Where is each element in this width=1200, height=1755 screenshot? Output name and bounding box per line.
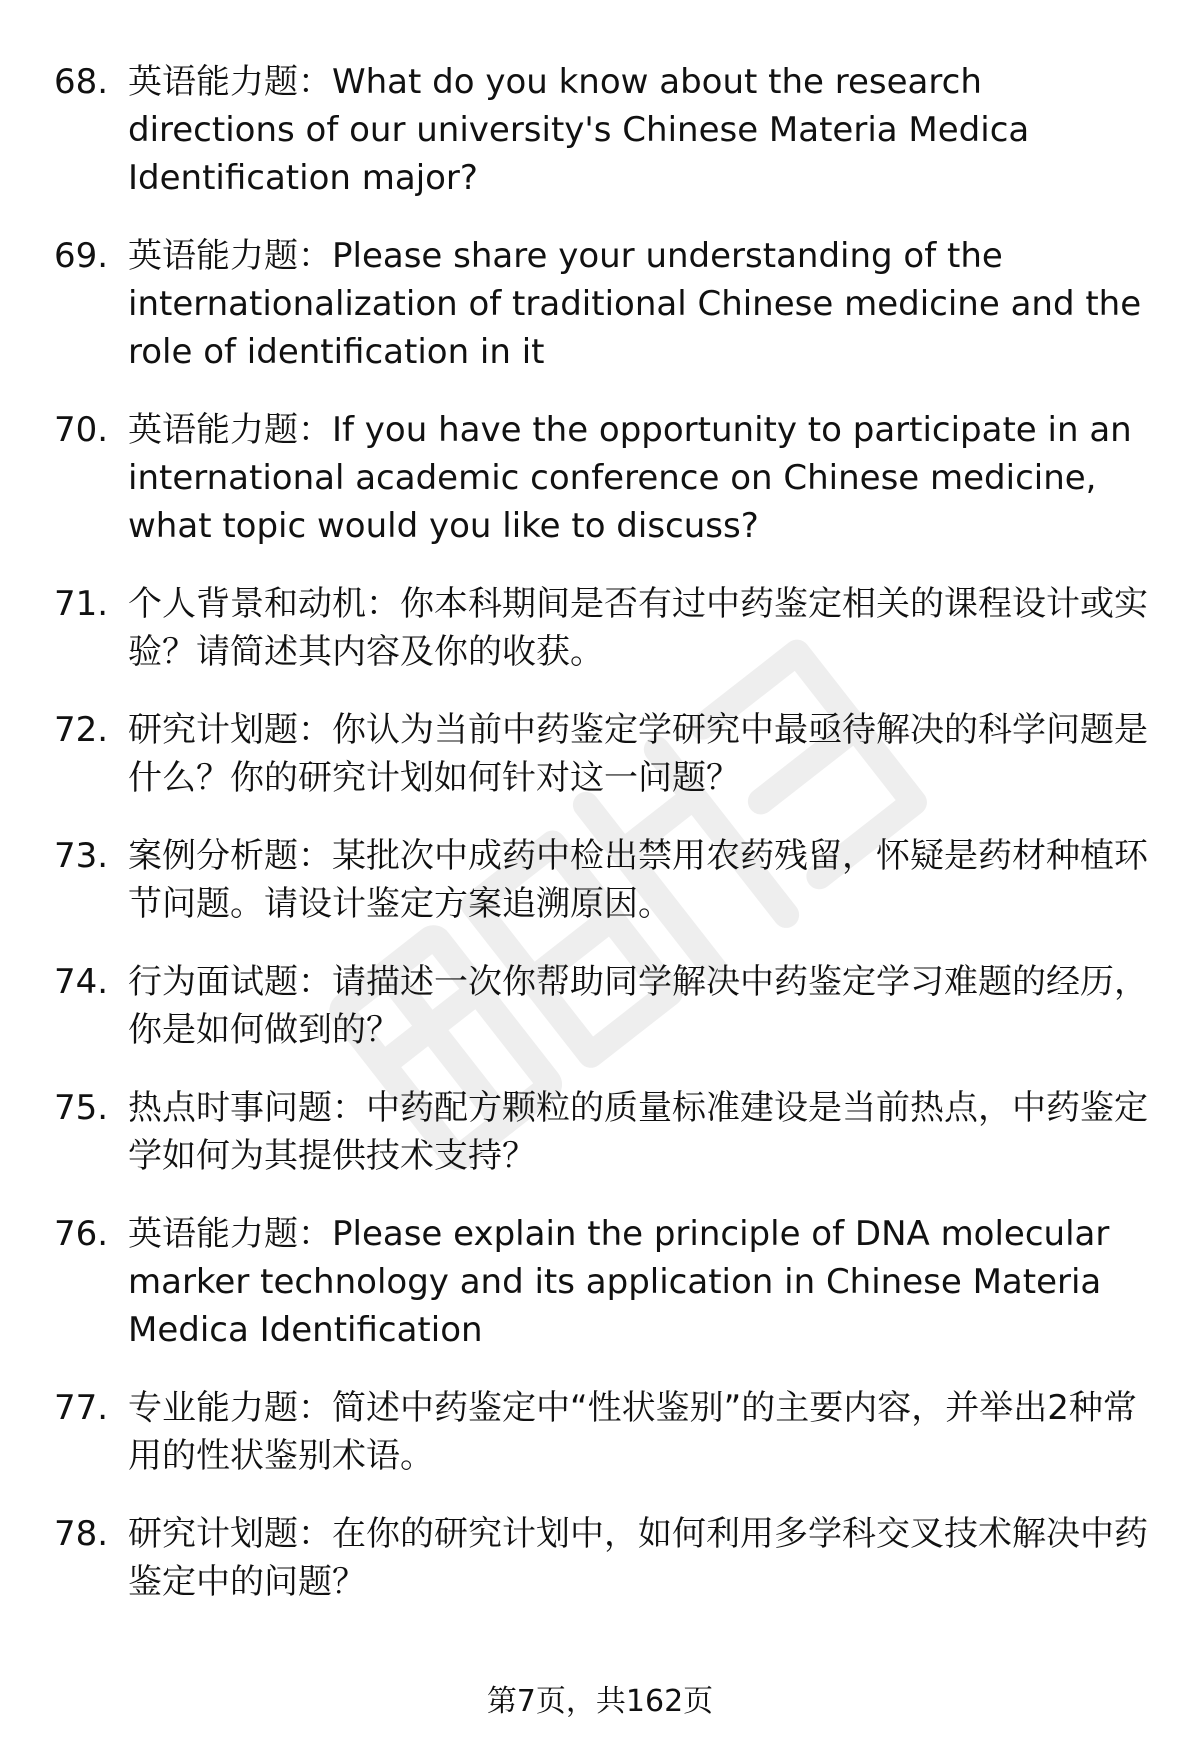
question-text: 案例分析题：某批次中成药中检出禁用农药残留，怀疑是药材种植环节问题。请设计鉴定方案追溯原因。 bbox=[128, 836, 1148, 924]
question-number: 74. bbox=[54, 962, 109, 1002]
question-text: 英语能力题：What do you know about the research directions of our university's Chinese Materia Medica Identification major? bbox=[128, 62, 1030, 198]
question-number: 70. bbox=[54, 410, 109, 450]
question-number: 76. bbox=[54, 1214, 109, 1254]
question-item bbox=[0, 706, 1200, 802]
question-text: 研究计划题：你认为当前中药鉴定学研究中最亟待解决的科学问题是什么？你的研究计划如何针对这一问题？ bbox=[128, 710, 1148, 798]
question-text: 专业能力题：简述中药鉴定中“性状鉴别”的主要内容，并举出2种常用的性状鉴别术语。 bbox=[128, 1388, 1137, 1476]
question-text: 热点时事问题：中药配方颗粒的质量标准建设是当前热点，中药鉴定学如何为其提供技术支持？ bbox=[128, 1088, 1148, 1176]
question-item bbox=[0, 958, 1200, 1054]
question-number: 73. bbox=[54, 836, 109, 876]
question-text: 行为面试题：请描述一次你帮助同学解决中药鉴定学习难题的经历，你是如何做到的？ bbox=[128, 962, 1148, 1050]
question-item bbox=[0, 580, 1200, 676]
question-text: 英语能力题：If you have the opportunity to participate in an international academic conference on Chinese medicine, what topic would you like to discuss? bbox=[128, 410, 1132, 546]
question-number: 72. bbox=[54, 710, 109, 750]
question-number: 78. bbox=[54, 1514, 109, 1554]
question-item bbox=[0, 1510, 1200, 1606]
question-item bbox=[0, 406, 1200, 550]
question-text: 研究计划题：在你的研究计划中，如何利用多学科交叉技术解决中药鉴定中的问题？ bbox=[128, 1514, 1148, 1602]
question-list bbox=[0, 58, 1200, 1636]
question-item bbox=[0, 1084, 1200, 1180]
question-item bbox=[0, 58, 1200, 202]
question-item bbox=[0, 232, 1200, 376]
question-item bbox=[0, 1384, 1200, 1480]
question-text: 个人背景和动机：你本科期间是否有过中药鉴定相关的课程设计或实验？请简述其内容及你的收获。 bbox=[128, 584, 1148, 672]
question-number: 75. bbox=[54, 1088, 109, 1128]
question-text: 英语能力题：Please share your understanding of the internationalization of traditional Chinese medicine and the role of identification in it bbox=[128, 236, 1142, 372]
page-number-footer: 第7页，共162页 bbox=[486, 1684, 714, 1719]
question-number: 69. bbox=[54, 236, 109, 276]
question-number: 71. bbox=[54, 584, 109, 624]
question-item bbox=[0, 1210, 1200, 1354]
question-number: 77. bbox=[54, 1388, 109, 1428]
question-number: 68. bbox=[54, 62, 109, 102]
question-item bbox=[0, 832, 1200, 928]
question-text: 英语能力题：Please explain the principle of DNA molecular marker technology and its application in Chinese Materia Medica Identification bbox=[128, 1214, 1110, 1350]
